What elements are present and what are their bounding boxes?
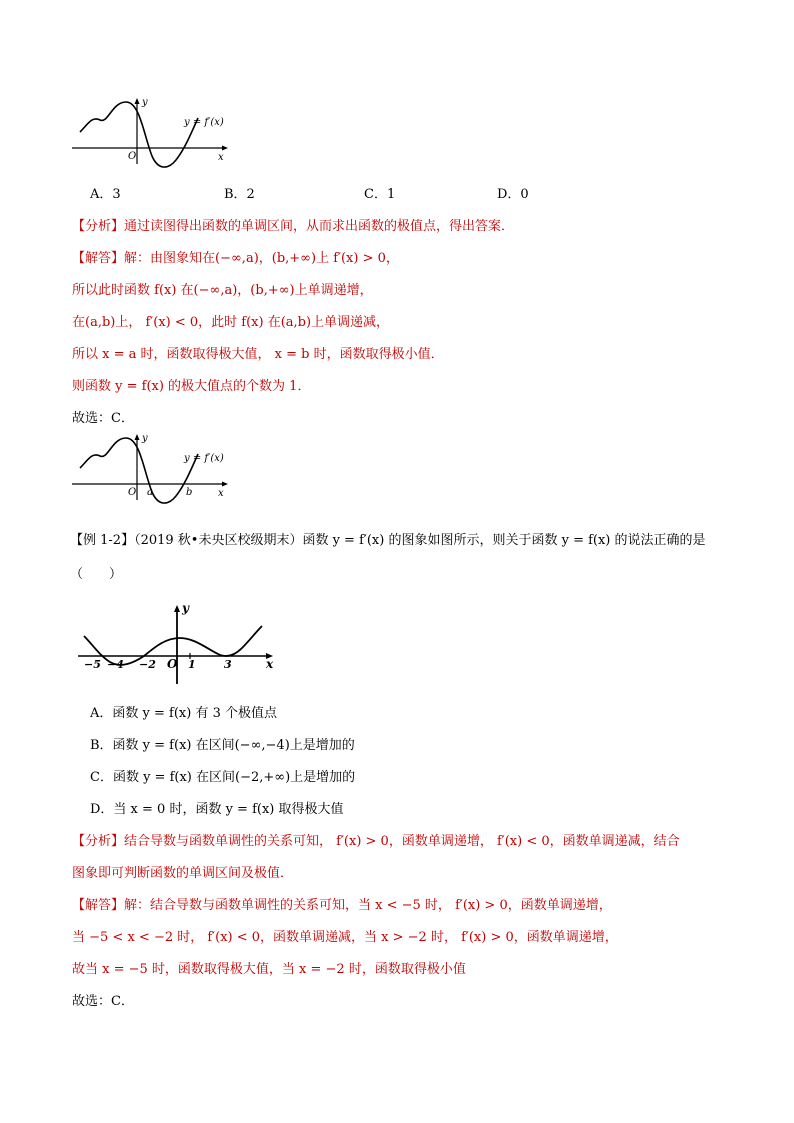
solution-2-line-2: 当 −5 < x < −2 时， f′(x) < 0，函数单调递减，当 x > −2 时， f′(x) > 0，函数单调递增， xyxy=(72,930,618,945)
tick-label-neg2: −2 xyxy=(139,658,156,671)
choice-d: D．当 x = 0 时，函数 y = f(x) 取得极大值 xyxy=(90,802,344,817)
analysis-tag: 【分析】 xyxy=(72,834,125,849)
tick-label-3: 3 xyxy=(224,658,232,671)
x-axis-label: x xyxy=(266,657,274,671)
solution-1-line-3: 在(a,b)上， f′(x) < 0，此时 f(x) 在(a,b)上单调递减， xyxy=(72,315,390,330)
solution-2-answer: 故选：C． xyxy=(72,994,134,1009)
solution-2-line-3: 故当 x = −5 时，函数取得极大值，当 x = −2 时，函数取得极小值 xyxy=(72,962,466,977)
curve-label: y = f′(x) xyxy=(184,453,224,464)
origin-label: O xyxy=(128,487,137,498)
a-label: a xyxy=(147,487,153,498)
choice-a: A．函数 y = f(x) 有 3 个极值点 xyxy=(90,706,277,721)
origin-label: O xyxy=(167,657,178,671)
b-label: b xyxy=(186,487,193,498)
derivative-graph-1 xyxy=(70,96,230,166)
solution-1-line-2: 所以此时函数 f(x) 在(−∞,a)，(b,+∞)上单调递增， xyxy=(72,283,373,298)
example-title: 【例 1-2】（2019 秋•未央区校级期末）函数 y = f′(x) 的图象如图所示，则关于函数 y = f(x) 的说法正确的是 xyxy=(70,533,706,548)
x-axis-label: x xyxy=(218,488,224,499)
curve-label: y = f′(x) xyxy=(184,117,224,128)
tick-label-neg5: −5 xyxy=(84,658,101,671)
solution-text: 解：由图象知在(−∞,a)，(b,+∞)上 f′(x) > 0， xyxy=(124,251,399,266)
derivative-graph-2 xyxy=(70,432,230,502)
tick-label-1: 1 xyxy=(188,658,196,671)
solution-tag: 【解答】 xyxy=(72,251,125,266)
derivative-graph-3 xyxy=(76,601,276,684)
choice-a: A．3 xyxy=(90,187,121,202)
y-axis-label: y xyxy=(142,97,148,108)
tick-label-neg4: −4 xyxy=(107,658,124,671)
solution-text: 解：结合导数与函数单调性的关系可知，当 x < −5 时， f′(x) > 0，函数单调递增， xyxy=(124,898,612,913)
solution-2-line-1 xyxy=(72,896,612,916)
solution-1-answer: 故选：C． xyxy=(72,411,134,426)
example-paren: （ ） xyxy=(70,567,123,582)
analysis-tag: 【分析】 xyxy=(72,219,125,234)
derivative-curve xyxy=(80,102,198,167)
solution-1-line-4: 所以 x = a 时，函数取得极大值， x = b 时，函数取得极小值． xyxy=(72,347,444,362)
derivative-curve xyxy=(80,438,198,503)
choice-c: C．函数 y = f(x) 在区间(−2,+∞)上是增加的 xyxy=(90,770,356,785)
analysis-text: 结合导数与函数单调性的关系可知， f′(x) > 0，函数单调递增， f′(x) < 0，函数单调递减，结合 xyxy=(124,834,680,849)
analysis-text: 通过读图得出函数的单调区间，从而求出函数的极值点，得出答案． xyxy=(124,219,515,234)
x-axis-label: x xyxy=(218,152,224,163)
analysis-1 xyxy=(72,217,514,237)
solution-1-line-5: 则函数 y = f(x) 的极大值点的个数为 1． xyxy=(72,379,311,394)
y-axis-label: y xyxy=(142,433,148,444)
analysis-2-line-1 xyxy=(72,832,680,852)
choice-c: C．1 xyxy=(364,187,396,202)
solution-1-line-1 xyxy=(72,249,399,269)
choice-b: B．函数 y = f(x) 在区间(−∞,−4)上是增加的 xyxy=(90,738,355,753)
choice-b: B．2 xyxy=(224,187,255,202)
solution-tag: 【解答】 xyxy=(72,898,125,913)
analysis-2-line-2: 图象即可判断函数的单调区间及极值． xyxy=(72,866,294,881)
y-axis-label: y xyxy=(182,601,189,615)
origin-label: O xyxy=(128,151,137,162)
choice-d: D．0 xyxy=(497,187,529,202)
